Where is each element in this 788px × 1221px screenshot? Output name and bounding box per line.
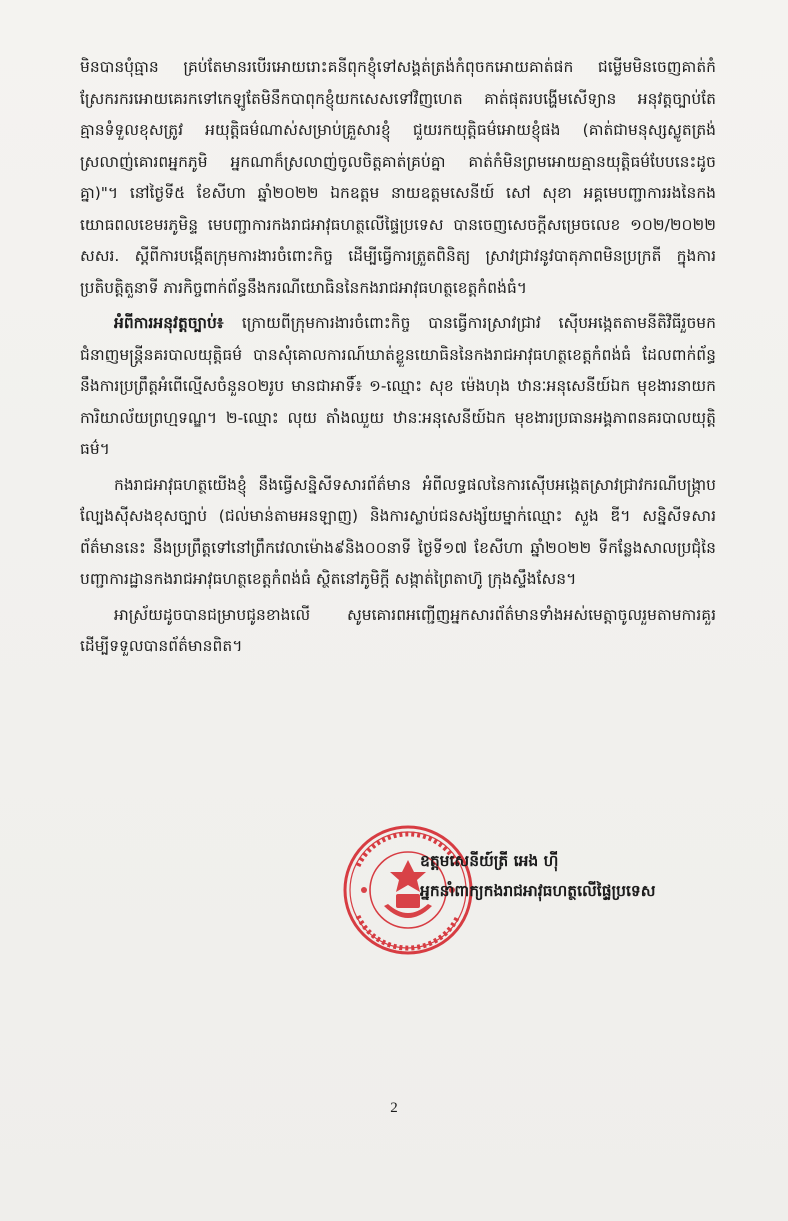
paragraph-2 [80, 308, 716, 466]
paragraph-4-text: អាស្រ័យដូចបានជម្រាបជូនខាងលើ សូមគោរពអញ្ជើញអ្នកសារព័ត៌មានទាំងអស់មេត្តាចូលរួមតាមការគួរ ដើម្បីទទួលបានព័ត៌មានពិត។ [80, 605, 716, 655]
signatory-rank-name: ឧត្តមសេនីយ៍ត្រី អេង ហ៊ី [420, 852, 559, 870]
signatory-title: អ្នកនាំពាក្យកងរាជអាវុធហត្ថលើផ្ទៃប្រទេស [420, 882, 656, 900]
document-body [80, 52, 716, 667]
signature-block [420, 846, 740, 906]
paragraph-3-text: កងរាជអាវុធហត្ថយើងខ្ញុំ នឹងធ្វើសន្និសីទសារព័ត៌មាន អំពីលទ្ធផលនៃការស៊ើបអង្កេតស្រាវជ្រាវករណីបង្ក្រាបល្បែងស៊ីសងខុសច្បាប់ (ជល់មាន់តាមអនឡាញ) និងការស្លាប់ជនសង្ស័យម្នាក់ឈ្មោះ សួង ឌី។ សន្និសីទសារព័ត៌មាននេះ នឹងប្រព្រឹត្តទៅនៅព្រឹកវេលាម៉ោង៩និង០០នាទី ថ្ងៃទី១៧ ខែសីហា ឆ្នាំ២០២២ ទីកន្លែងសាលប្រជុំនៃបញ្ជាការដ្ឋានកងរាជអាវុធហត្ថខេត្តកំពង់ធំ ស្ថិតនៅភូមិក្តី សង្កាត់ព្រៃតាហ៊ូ ក្រុងស្ទឹងសែន។ [80, 475, 716, 588]
paragraph-1-text: មិនបានបុំធ្មាន គ្រប់តែមានរបើរអោយរោះគនីពុកខ្ញុំទៅសង្គត់ត្រង់កំពុចកអោយគាត់ផក ជម្លើមមិនចេញគាត់កំស្រែករករអោយគេរកទៅកេឡូតែមិនឹកបាពុកខ្ញុំយកសេសទៅវិញហេត គាត់ផុតរបង្ហើមសើទ្យាន អនុវត្តច្បាប់តែគ្មានទំទួលខុសត្រូវ អយុត្តិធម៌ណាស់សម្រាប់គ្រួសារខ្ញុំ ជួយរកយុត្តិធម៌អោយខ្ញុំផង (គាត់ជាមនុស្សស្លូតត្រង់ ស្រលាញ់គោរពអ្នកភូមិ អ្នកណាក៏ស្រលាញ់ចូលចិត្តគាត់គ្រប់គ្នា គាត់កំមិនព្រមអោយគ្មានយុត្តិធម៌បែបនេះដូចគ្នា)"។ នៅថ្ងៃទី៥ ខែសីហា ឆ្នាំ២០២២ ឯកឧត្តម នាយឧត្តមសេនីយ៍ សៅ សុខា អគ្គមេបញ្ជាការរងនៃកងយោធពលខេមរភូមិន្ទ មេបញ្ជាការកងរាជអាវុធហត្ថលើផ្ទៃប្រទេស បានចេញសេចក្តីសម្រេចលេខ ១០២/២០២២ សសរ. ស្តីពីការបង្កើតក្រុមការងារចំពោះកិច្ច ដើម្បីធ្វើការត្រួតពិនិត្យ ស្រាវជ្រាវនូវបាតុភាពមិនប្រក្រតី ក្នុងការប្រតិបត្តិតួនាទី ភារកិច្ចពាក់ព័ន្ធនឹងករណីយោធិននៃកងរាជអាវុធហត្ថខេត្តកំពង់ធំ។ [80, 58, 716, 297]
paragraph-2-text: ក្រោយពីក្រុមការងារចំពោះកិច្ច បានធ្វើការស្រាវជ្រាវ ស៊ើបអង្កេតតាមនីតិវិធីរួចមក ជំនាញមន្ត្រីនគរបាលយុត្តិធម៌ បានសុំគោលការណ៍ឃាត់ខ្លួនយោធិននៃកងរាជអាវុធហត្ថខេត្តកំពង់ធំ ដែលពាក់ព័ន្ធនឹងការប្រព្រឹត្តអំពើល្មើសចំនួន០២រូប មានជាអាទិ៍៖ ១-ឈ្មោះ សុខ ម៉េងហុង ឋានៈអនុសេនីយ៍ឯក មុខងារនាយកការិយាល័យព្រហ្មទណ្ឌ។ ២-ឈ្មោះ លុយ តាំងឈួយ ឋានៈអនុសេនីយ៍ឯក មុខងារប្រធានអង្គភាពនគរបាលយុត្តិធម៌។ [80, 314, 716, 458]
paragraph-1 [80, 52, 716, 304]
paragraph-2-lead: អំពីការអនុវត្តច្បាប់៖ [114, 314, 242, 332]
paragraph-4 [80, 600, 716, 663]
paragraph-3 [80, 470, 716, 596]
page-number: 2 [390, 1100, 398, 1116]
